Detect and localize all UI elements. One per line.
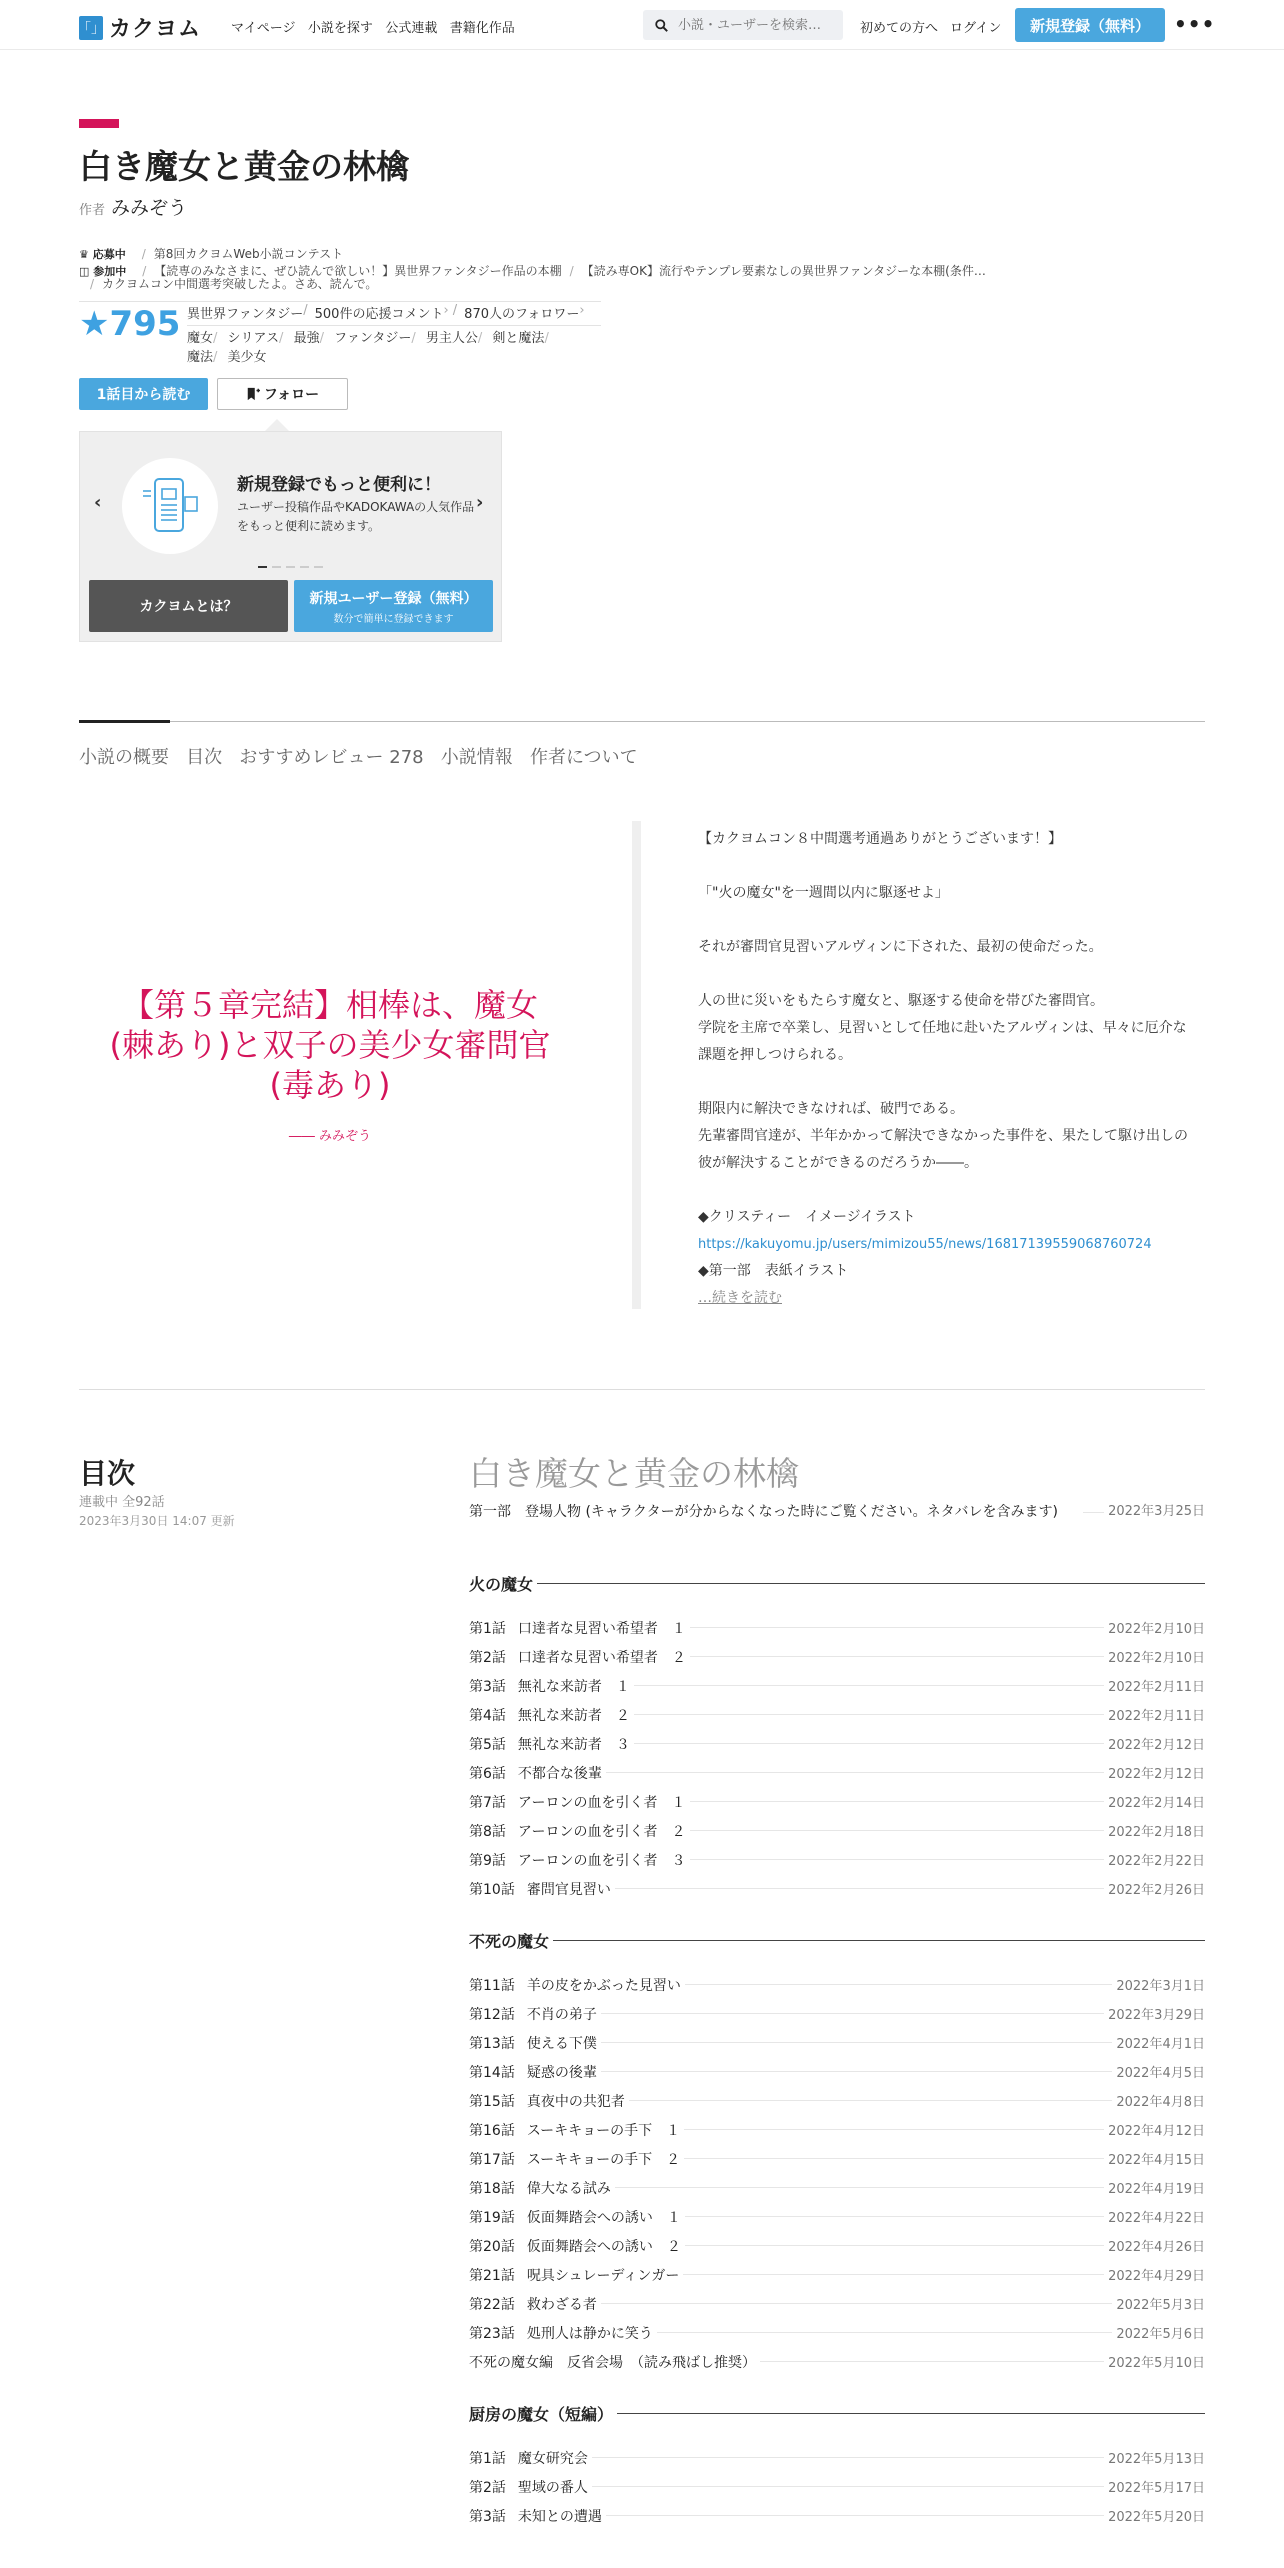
read-more-link[interactable]: …続きを読む bbox=[698, 1290, 782, 1306]
episode-number: 第15話 bbox=[469, 2093, 515, 2110]
episode-row[interactable] bbox=[469, 2472, 1205, 2501]
work-tabs bbox=[79, 743, 638, 769]
episode-date: 2022年4月1日 bbox=[1116, 2037, 1205, 2052]
join-item-3[interactable]: カクヨムコン中間選考突破したよ。さあ、読んで。 bbox=[102, 277, 378, 291]
episode-number: 第11話 bbox=[469, 1977, 515, 1994]
episode-row[interactable] bbox=[469, 2501, 1205, 2530]
chapter-name: 不死の魔女 bbox=[469, 1931, 550, 1951]
active-tab-indicator bbox=[79, 720, 170, 723]
episode-number: 第12話 bbox=[469, 2006, 515, 2023]
carousel-dot[interactable] bbox=[314, 566, 323, 568]
nav-official-series[interactable]: 公式連載 bbox=[385, 21, 438, 36]
episode-number: 第22話 bbox=[469, 2296, 515, 2313]
register-button-label: 新規ユーザー登録（無料） bbox=[309, 590, 478, 607]
episode-row[interactable] bbox=[469, 2144, 1205, 2173]
introduction bbox=[698, 826, 1188, 1312]
episode-number: 第9話 bbox=[469, 1852, 506, 1869]
episode-date: 2022年2月10日 bbox=[1108, 1651, 1205, 1666]
episode-date: 2022年2月26日 bbox=[1108, 1883, 1205, 1898]
episode-date: 2022年2月14日 bbox=[1108, 1796, 1205, 1811]
episode-number: 第6話 bbox=[469, 1765, 506, 1782]
catchphrase-author: ―― みみぞう bbox=[288, 1129, 372, 1144]
search-icon bbox=[655, 19, 668, 32]
carousel-dots bbox=[258, 566, 323, 568]
carousel-dot[interactable] bbox=[286, 566, 295, 568]
tag-item[interactable]: 美少女 bbox=[227, 350, 267, 365]
episode-date: 2022年4月22日 bbox=[1108, 2211, 1205, 2226]
episode-row[interactable] bbox=[469, 1700, 1205, 1729]
global-header bbox=[0, 0, 1284, 50]
toc-work-title: 白き魔女と黄金の林檎 bbox=[469, 1454, 799, 1493]
carousel-dot[interactable] bbox=[300, 566, 309, 568]
episode-date: 2022年2月11日 bbox=[1108, 1680, 1205, 1695]
catchphrase: 【第５章完結】相棒は、魔女(棘あり)と双子の美少女審問官(毒あり) bbox=[109, 986, 551, 1104]
episode-date: 2022年5月17日 bbox=[1108, 2481, 1205, 2496]
work-title: 白き魔女と黄金の林檎 bbox=[79, 147, 409, 186]
episode-number: 第3話 bbox=[469, 1678, 506, 1695]
episode-title: 無礼な来訪者 １ bbox=[517, 1678, 630, 1695]
episode-number: 第2話 bbox=[469, 1649, 506, 1666]
author-label: 作者 bbox=[79, 203, 106, 218]
episode-title: 仮面舞踏会への誘い １ bbox=[526, 2209, 681, 2226]
tab-toc[interactable]: 目次 bbox=[186, 747, 223, 768]
episode-row[interactable] bbox=[469, 1787, 1205, 1816]
join-item-1[interactable]: 【読専のみなさまに、ぜひ読んで欲しい！】異世界ファンタジー作品の本棚 bbox=[154, 264, 562, 278]
episode-title: 呪具シュレーディンガー bbox=[526, 2267, 680, 2284]
episode-number: 第21話 bbox=[469, 2267, 515, 2284]
carousel-dot[interactable] bbox=[258, 566, 267, 568]
toc-heading: 目次 bbox=[79, 1457, 136, 1490]
intro-paragraph: 期限内に解決できなければ、破門である。 先輩審問官達が、半年かかって解決できなかった事件を、果たして駆け出しの彼が解決することができるのだろうか――。 bbox=[698, 1101, 1188, 1171]
episode-title: スーキキョーの手下 ２ bbox=[526, 2151, 681, 2168]
episode-number: 第16話 bbox=[469, 2122, 515, 2139]
bookmark-plus-icon bbox=[246, 387, 260, 401]
episode-row[interactable] bbox=[469, 1758, 1205, 1787]
followers-link[interactable]: 870人のフォロワー bbox=[464, 307, 580, 322]
intro-paragraph: 【カクヨムコン８中間選考通過ありがとうございます！】 bbox=[698, 831, 1062, 847]
login-link[interactable]: ログイン bbox=[950, 21, 1002, 36]
episode-number: 第3話 bbox=[469, 2508, 506, 2525]
tag-item[interactable]: 魔女 bbox=[187, 331, 214, 346]
episode-date: 2022年4月12日 bbox=[1108, 2124, 1205, 2139]
join-label: 参加中 bbox=[93, 265, 127, 278]
promo-title: 新規登録でもっと便利に！ bbox=[237, 475, 441, 495]
episode-date: 2022年2月18日 bbox=[1108, 1825, 1205, 1840]
episode-title: 無礼な来訪者 ３ bbox=[517, 1736, 630, 1753]
episode-date: 2022年3月25日 bbox=[1108, 1504, 1205, 1519]
author-line bbox=[79, 193, 187, 220]
search-box[interactable] bbox=[643, 10, 843, 40]
episode-number: 第23話 bbox=[469, 2325, 515, 2342]
episode-number: 第1話 bbox=[469, 1620, 506, 1637]
episode-title: 不死の魔女編 反省会場 （読み飛ばし推奨） bbox=[469, 2354, 756, 2371]
tab-novel-info[interactable]: 小説情報 bbox=[440, 747, 513, 768]
episode-title: 疑惑の後輩 bbox=[526, 2064, 597, 2081]
episode-row[interactable] bbox=[469, 2202, 1205, 2231]
tag-item[interactable]: ファンタジー bbox=[334, 331, 412, 346]
tag-item[interactable]: 魔法 bbox=[187, 350, 214, 365]
crown-icon: ♛ bbox=[79, 248, 89, 261]
contest-label: 応募中 bbox=[92, 248, 126, 261]
episode-row[interactable] bbox=[469, 2086, 1205, 2115]
episode-date: 2022年4月5日 bbox=[1116, 2066, 1205, 2081]
episode-number: 第1話 bbox=[469, 2450, 506, 2467]
illust-link[interactable]: https://kakuyomu.jp/users/mimizou55/news/16817139559068760724 bbox=[698, 1237, 1152, 1252]
intro-quote-bar bbox=[632, 821, 641, 1309]
about-kakuyomu-button[interactable]: カクヨムとは？ bbox=[89, 580, 288, 632]
first-time-link[interactable]: 初めての方へ bbox=[860, 21, 939, 36]
episode-date: 2022年4月8日 bbox=[1116, 2095, 1205, 2110]
episode-title: スーキキョーの手下 １ bbox=[526, 2122, 681, 2139]
search-input[interactable] bbox=[678, 18, 838, 33]
episode-date: 2022年4月26日 bbox=[1108, 2240, 1205, 2255]
episode-number: 第10話 bbox=[469, 1881, 515, 1898]
carousel-dot[interactable] bbox=[272, 566, 281, 568]
episode-date: 2022年2月11日 bbox=[1108, 1709, 1205, 1724]
episode-row[interactable] bbox=[469, 2260, 1205, 2289]
book-icon: ◫ bbox=[79, 265, 90, 278]
episode-title: アーロンの血を引く者 ３ bbox=[517, 1852, 686, 1869]
promo-next-icon[interactable]: › bbox=[476, 492, 484, 513]
chapter-name: 火の魔女 bbox=[469, 1574, 534, 1594]
tag-list: 魔女/ シリアス/ 最強/ ファンタジー/ 男主人公/ 剣と魔法/ 魔法/ 美少女 bbox=[187, 331, 549, 365]
toc-updated: 2023年3月30日 14:07 更新 bbox=[79, 1514, 235, 1528]
episode-date: 2022年3月1日 bbox=[1116, 1979, 1205, 1994]
stats-divider bbox=[79, 301, 601, 302]
episode-row[interactable] bbox=[469, 2289, 1205, 2318]
episode-title: 使える下僕 bbox=[526, 2035, 597, 2052]
episode-title: 真夜中の共犯者 bbox=[526, 2093, 625, 2110]
episode-title: 口達者な見習い希望者 ２ bbox=[517, 1649, 686, 1666]
episode-date: 2022年4月19日 bbox=[1108, 2182, 1205, 2197]
episode-title: 無礼な来訪者 ２ bbox=[517, 1707, 630, 1724]
episode-title: 不都合な後輩 bbox=[517, 1765, 602, 1782]
episode-number: 第7話 bbox=[469, 1794, 506, 1811]
episode-title: 羊の皮をかぶった見習い bbox=[526, 1977, 681, 1994]
episode-row[interactable] bbox=[469, 1970, 1205, 1999]
episode-date: 2022年3月29日 bbox=[1108, 2008, 1205, 2023]
tag-item[interactable]: シリアス bbox=[227, 331, 280, 346]
episode-number: 第18話 bbox=[469, 2180, 515, 2197]
tag-item[interactable]: 最強 bbox=[293, 331, 320, 346]
author-name-link[interactable]: みみぞう bbox=[111, 197, 188, 219]
episode-title: 口達者な見習い希望者 １ bbox=[517, 1620, 686, 1637]
tab-about-author[interactable]: 作者について bbox=[529, 747, 638, 768]
episode-number: 第14話 bbox=[469, 2064, 515, 2081]
episode-date: 2022年4月15日 bbox=[1108, 2153, 1205, 2168]
section-divider bbox=[79, 1389, 1205, 1390]
illust-label: ◆クリスティー イメージイラスト bbox=[698, 1209, 916, 1225]
episode-number: 第8話 bbox=[469, 1823, 506, 1840]
episode-row[interactable] bbox=[469, 1874, 1205, 1903]
intro-paragraph: 「"火の魔女"を一週間以内に駆逐せよ」 bbox=[698, 885, 949, 901]
part1-label: ◆第一部 表紙イラスト bbox=[698, 1263, 849, 1279]
title-accent-bar bbox=[79, 119, 119, 128]
smartphone-illustration-icon bbox=[122, 458, 218, 554]
episode-row[interactable] bbox=[469, 1613, 1205, 1642]
episode-date: 2022年5月3日 bbox=[1116, 2298, 1205, 2313]
episode-row[interactable] bbox=[469, 1502, 1205, 1546]
episode-date: 2022年2月12日 bbox=[1108, 1738, 1205, 1753]
episode-number: 第20話 bbox=[469, 2238, 515, 2255]
episode-date: 2022年5月13日 bbox=[1108, 2452, 1205, 2467]
nav-mypage[interactable]: マイページ bbox=[231, 21, 296, 36]
episode-row[interactable] bbox=[469, 2057, 1205, 2086]
signup-button[interactable]: 新規登録（無料） bbox=[1015, 8, 1165, 42]
more-menu-icon[interactable]: ••• bbox=[1174, 12, 1216, 36]
episode-date: 2022年2月22日 bbox=[1108, 1854, 1205, 1869]
chapter-heading bbox=[469, 2402, 1205, 2424]
stat-row: 異世界ファンタジー / 500件の応援コメント › / 870人のフォロワー › bbox=[187, 303, 585, 322]
episode-title: 処刑人は静かに笑う bbox=[526, 2325, 653, 2342]
intro-paragraph: それが審問官見習いアルヴィンに下された、最初の使命だった。 bbox=[698, 939, 1103, 955]
tab-reviews[interactable]: おすすめレビュー 278 bbox=[239, 747, 424, 768]
episode-row[interactable] bbox=[469, 2318, 1205, 2347]
episode-title: 魔女研究会 bbox=[517, 2450, 588, 2467]
episode-row[interactable] bbox=[469, 1816, 1205, 1845]
chapter-heading bbox=[469, 1929, 1205, 1951]
episode-number: 第13話 bbox=[469, 2035, 515, 2052]
read-first-episode-button[interactable]: 1話目から読む bbox=[79, 378, 208, 410]
contest-link[interactable]: 第8回カクヨムWeb小説コンテスト bbox=[153, 247, 344, 261]
join-row-2: / カクヨムコン中間選考突破したよ。さあ、読んで。 bbox=[90, 277, 378, 291]
episode-number: 第2話 bbox=[469, 2479, 506, 2496]
promo-description: ユーザー投稿作品やKADOKAWAの人気作品をもっと便利に読めます。 bbox=[237, 500, 475, 533]
intro-paragraph: 人の世に災いをもたらす魔女と、駆逐する使命を帯びた審問官。 学院を主席で卒業し、見習いとして任地に赴いたアルヴィンは、早々に厄介な課題を押しつけられる。 bbox=[698, 993, 1187, 1063]
episode-row[interactable] bbox=[469, 1671, 1205, 1700]
episode-date: 2022年4月29日 bbox=[1108, 2269, 1205, 2284]
episode-number: 第5話 bbox=[469, 1736, 506, 1753]
episode-number: 第4話 bbox=[469, 1707, 506, 1724]
episode-row[interactable] bbox=[469, 2231, 1205, 2260]
nav-find-novels[interactable]: 小説を探す bbox=[307, 21, 373, 36]
episode-row[interactable] bbox=[469, 1845, 1205, 1874]
episode-number: 第17話 bbox=[469, 2151, 515, 2168]
star-count[interactable]: ★795 bbox=[79, 304, 181, 344]
join-row: ◫ 参加中 / 【読専のみなさまに、ぜひ読んで欲しい！】異世界ファンタジー作品の本棚 / 【読み専OK】流行やテンプレ要素なしの異世界ファンタジーな本棚(条件… bbox=[79, 264, 986, 278]
follow-button-label: フォロー bbox=[263, 387, 320, 403]
tabs-divider bbox=[79, 721, 1205, 722]
episode-title: 未知との遭遇 bbox=[517, 2508, 602, 2525]
episode-date: 2022年2月10日 bbox=[1108, 1622, 1205, 1637]
chapter-heading bbox=[469, 1572, 1205, 1594]
tag-divider bbox=[187, 325, 601, 326]
follow-button[interactable] bbox=[217, 378, 348, 410]
comments-link[interactable]: 500件の応援コメント bbox=[314, 307, 444, 322]
episode-row[interactable] bbox=[469, 2347, 1205, 2376]
episode-row[interactable] bbox=[469, 1999, 1205, 2028]
promo-prev-icon[interactable]: ‹ bbox=[94, 492, 102, 513]
episode-title: 審問官見習い bbox=[526, 1881, 611, 1898]
contest-row: ♛ 応募中 / 第8回カクヨムWeb小説コンテスト bbox=[79, 247, 344, 261]
episode-date: 2022年5月10日 bbox=[1108, 2356, 1205, 2371]
tag-item[interactable]: 剣と魔法 bbox=[492, 331, 545, 346]
logo-mark-icon: 「」 bbox=[79, 16, 103, 40]
register-free-button[interactable] bbox=[294, 580, 493, 632]
episode-title: アーロンの血を引く者 ２ bbox=[517, 1823, 686, 1840]
episode-date: 2022年2月12日 bbox=[1108, 1767, 1205, 1782]
episode-row[interactable] bbox=[469, 2115, 1205, 2144]
episode-row[interactable] bbox=[469, 2443, 1205, 2472]
tag-item[interactable]: 男主人公 bbox=[425, 331, 478, 346]
join-item-2[interactable]: 【読み専OK】流行やテンプレ要素なしの異世界ファンタジーな本棚(条件… bbox=[581, 264, 986, 278]
genre-link[interactable]: 異世界ファンタジー bbox=[187, 307, 304, 322]
chapter-name: 厨房の魔女（短編） bbox=[469, 2404, 614, 2424]
episode-row[interactable] bbox=[469, 2028, 1205, 2057]
episode-title: 聖域の番人 bbox=[517, 2479, 588, 2496]
tab-summary[interactable]: 小説の概要 bbox=[79, 747, 169, 768]
episode-date: 2022年5月20日 bbox=[1108, 2510, 1205, 2525]
nav-published-works[interactable]: 書籍化作品 bbox=[449, 21, 515, 36]
kakuyomu-logo[interactable] bbox=[79, 12, 201, 43]
promo-box bbox=[79, 431, 502, 642]
episode-title: 仮面舞踏会への誘い ２ bbox=[526, 2238, 681, 2255]
global-nav bbox=[231, 17, 515, 36]
episode-title: アーロンの血を引く者 １ bbox=[517, 1794, 686, 1811]
register-button-sublabel: 数分で簡単に登録できます bbox=[333, 613, 454, 625]
episode-row[interactable] bbox=[469, 1642, 1205, 1671]
episode-title: 救わざる者 bbox=[526, 2296, 597, 2313]
episode-row[interactable] bbox=[469, 1729, 1205, 1758]
episode-title: 第一部 登場人物 (キャラクターが分からなくなった時にご覧ください。ネタバレを含みます) bbox=[469, 1504, 1058, 1520]
episode-number: 第19話 bbox=[469, 2209, 515, 2226]
logo-text: カクヨム bbox=[109, 17, 202, 42]
episode-row[interactable] bbox=[469, 2173, 1205, 2202]
episode-date: 2022年5月6日 bbox=[1116, 2327, 1205, 2342]
episode-title: 偉大なる試み bbox=[526, 2180, 611, 2197]
toc-status: 連載中 全92話 bbox=[79, 1495, 165, 1510]
episode-list bbox=[469, 1502, 1205, 2530]
episode-title: 不肖の弟子 bbox=[526, 2006, 597, 2023]
